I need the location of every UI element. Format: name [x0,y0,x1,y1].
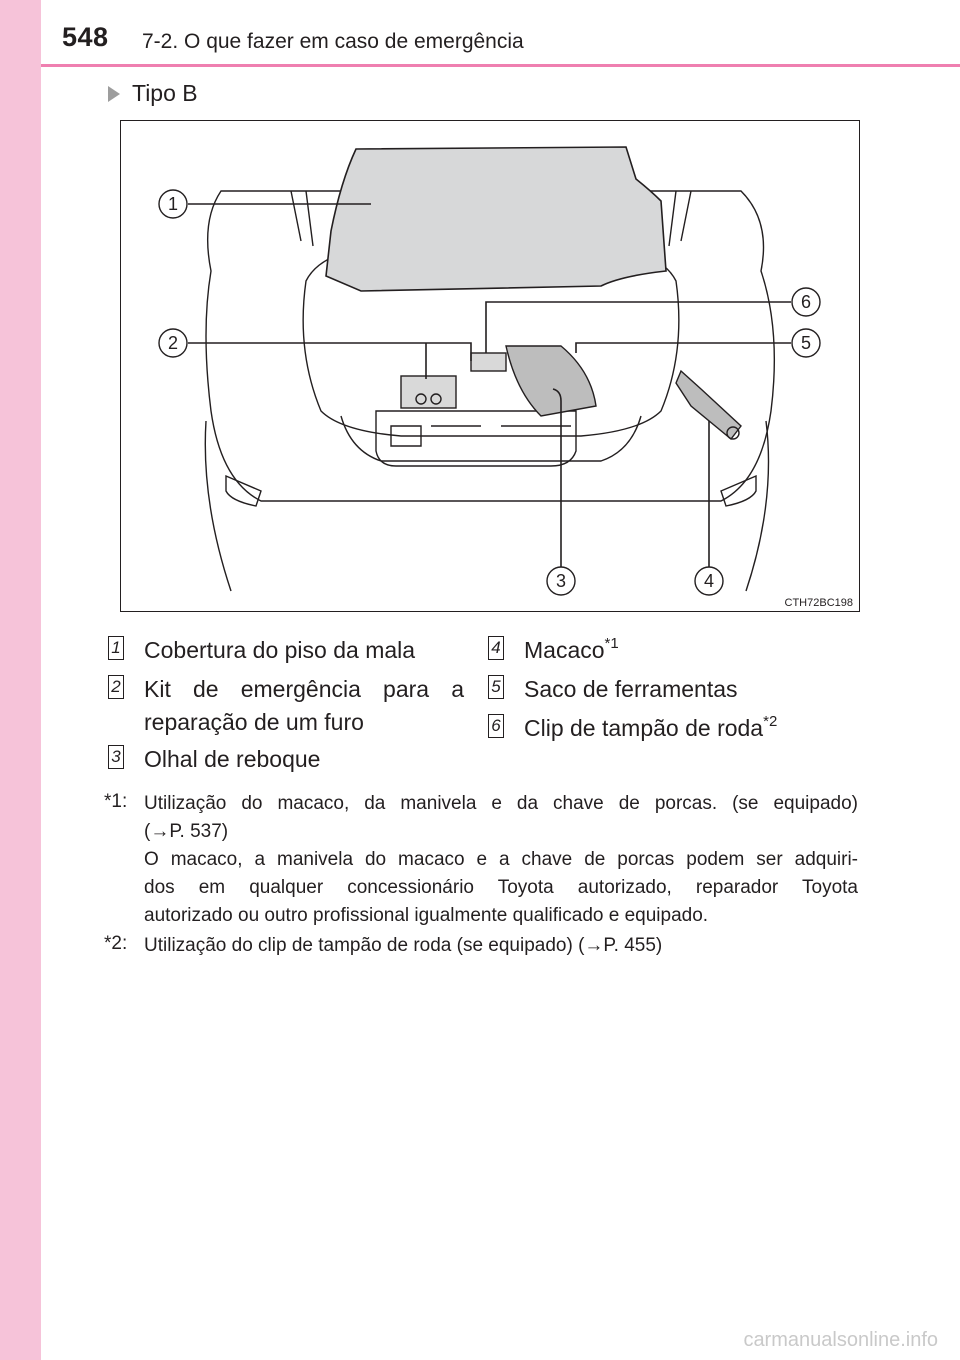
legend-number: 3 [108,745,124,769]
legend-label: Clip de tampão de roda$^{*2}$ [524,713,778,741]
legend-number: 5 [488,675,504,699]
subtitle-text: Tipo B [132,80,198,106]
callout-4: 4 [703,571,715,591]
header-rule [41,64,960,67]
footnote-body: Utilização do macaco, da manivela e da chave de porcas. (se equipado) (→P. 537) O macaco, a manivela do macaco e a chave de porcas podem ser adquiri- dos em qualquer concessionário Toyota autorizado, reparador Toyota autorizado ou outro profissional igualmente qualificado e equipado. [144,793,858,926]
sidebar-strip [0,0,41,1360]
legend-number: 4 [488,636,504,660]
figure-code: CTH72BC198 [784,597,853,609]
triangle-bullet-icon [108,86,120,102]
legend-label-continued: reparação de um furo [144,709,364,735]
legend-label: Saco de ferramentas [524,676,738,702]
legend-number: 1 [108,636,124,660]
footnote-mark: *2: [104,933,128,954]
page-number: 548 [62,22,109,52]
legend-label: Olhal de reboque [144,746,321,772]
watermark: carmanualsonline.info [743,1329,938,1351]
footnote-body: Utilização do clip de tampão de roda (se equipado) (→P. 455) [144,935,663,956]
callout-6: 6 [800,292,812,312]
callout-3: 3 [555,571,567,591]
legend-number: 6 [488,714,504,738]
callout-5: 5 [800,333,812,353]
legend-label: Macaco$^{*1}$ [524,635,619,663]
legend-number: 2 [108,675,124,699]
footnote-mark: *1: [104,791,128,812]
trunk-drawing [121,121,861,613]
section-title: 7-2. O que fazer em caso de emergência [142,30,524,53]
subtitle [108,80,198,107]
legend-label: Kit de emergência para a [144,676,464,702]
trunk-illustration [120,120,860,612]
legend-label: Cobertura do piso da mala [144,637,416,663]
footnote-ref: *1 [604,635,619,652]
footnote-ref: *2 [763,713,778,730]
callout-2: 2 [167,333,179,353]
callout-1: 1 [167,194,179,214]
